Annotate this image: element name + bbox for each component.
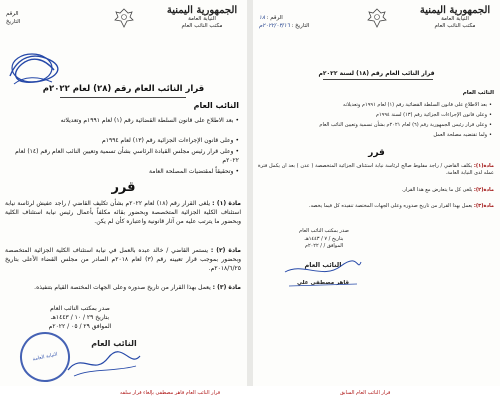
bullet-icon: • (235, 168, 239, 175)
bullet-icon: • (489, 132, 492, 138)
preamble-clause: •بعد الاطلاع على قانون السلطة القضائية رقم (١) لعام ١٩٩١م وتعديلاته (60, 117, 239, 124)
letterhead-right-doc (416, 5, 494, 30)
issue-block (20, 304, 140, 331)
caption-bar (0, 386, 500, 402)
signature-scribble-icon (283, 258, 363, 292)
date-gregorian: الموافق ٢٩ / ٠٥ / ٢٠٢٢م (48, 323, 112, 330)
title-underline (60, 97, 186, 98)
issued-at: صدر بمكتب النائب العام (299, 228, 349, 234)
decides-heading: قرر (111, 180, 136, 195)
ref-date-row: التاريخ : ٢٠٢٢/٠٣/١٦م (259, 23, 310, 29)
preamble-clause: •بعد الاطلاع على قانون السلطة القضائية رقم (١) لعام ١٩٩١م وتعديلاته (343, 102, 492, 108)
article-2: مادة (٢) : يستمر القاضي / خالد عبده بالعمل في نيابة استئناف الكلية الجزائية المتخصصة وبحضور بموجب قرار تعيينه رقم (٣) لعام ٢٠١٨م الصادر من مجلس القضاء الأعلى بتاريخ ٢٠١٨/٦/٢٥م. (5, 247, 242, 272)
ref-number-row: الرقم : ١٨ (259, 15, 283, 21)
bullet-icon: • (235, 117, 239, 124)
bullet-icon: • (235, 148, 239, 155)
issued-at: صدر بمكتب النائب العام (50, 305, 110, 312)
article-1: مادة(١): يكلف القاضي / راجد مفلوط صالح لرئاسة نيابة استئناف الجزائية المتخصصة ( عدن ) بعد ان يكمل فترة عمله لدى النيابة العامة. (258, 163, 494, 177)
ref-number-label: الرقم (6, 11, 19, 17)
article-3: مادة (٣) : يعمل بهذا القرار من تاريخ صدوره وعلى الجهات المختصة القيام بتنفيذه. (34, 284, 241, 291)
issue-block (279, 228, 369, 251)
office-line-2: مكتب النائب العام (181, 23, 223, 29)
caption-left: قرار النائب العام قاهر مصطفى بإلغاء قرار سلفه (120, 390, 221, 396)
bullet-icon: • (235, 137, 239, 144)
decision-title: قرار النائب العام رقم (١٨) لسنة ٢٠٢٢م (318, 70, 435, 77)
republic-heading: الجمهورية اليمنية (166, 5, 238, 16)
date-hijri: بتاريخ ٢٩ / ١٠ / ١٤٤٣هـ (50, 314, 110, 321)
addressee: النائب العام (462, 90, 494, 96)
preamble-clause: •وعلى قانون الإجراءات الجزائية رقم (١٣) لعام ١٩٩٤م (102, 137, 239, 144)
office-line-2: مكتب النائب العام (434, 23, 476, 29)
preamble-clause: •وعلى قرار رئيس مجلس القيادة الرئاسي بشأن تسمية وتعيين النائب العام رقم (١٤) لعام ٢٠٢٢م (15, 148, 239, 164)
official-stamp: النيابة العامة (15, 327, 74, 386)
article-1: مادة (١) : يلغى القرار رقم (١٨) لعام ٢٠٢٢م بشأن تكليف القاضي / راجد عفيش لرئاسة نيابة استئناف الكلية الجزائية المتخصصة وبحضور بقائه مكلفاً بأعمال رئيس نيابة استئناف الكلية وبحضور ما يترتب عليه من آثار قانونية واعتباره كأن لم يكن. (5, 200, 241, 225)
signatory-title: النائب العام (304, 261, 342, 269)
letterhead-left-doc (163, 5, 241, 30)
bullet-icon: • (489, 122, 492, 128)
bullet-icon: • (489, 102, 492, 108)
date-hijri: بتاريخ / ٧ / ١٤٤٣هـ (304, 235, 344, 242)
decision-title: قرار النائب العام رقم (٢٨) لعام ٢٠٢٢م (42, 84, 205, 94)
preamble-clause: •وعلى قانون الإجراءات الجزائية رقم (١٣) لسنة ١٩٩٤م (375, 112, 492, 118)
office-line-1: النيابة العامة (441, 16, 469, 22)
document-right (253, 0, 500, 386)
article-3: مادة(٣): يعمل بهذا القرار من تاريخ صدوره وعلى الجهات المختصة تنفيذه كل فيما يخصه. (308, 203, 494, 209)
office-line-1: النيابة العامة (188, 16, 216, 22)
signatory-name: قاهر مصطفى علي (296, 280, 349, 286)
signatory-title: النائب العام (91, 339, 137, 348)
bullet-icon: • (489, 112, 492, 118)
preamble-clause: •وعلى قرار رئيس الجمهورية رقم (٦) لعام ٢٠٢١م بشأن تسمية وتعيين النائب العام (319, 122, 492, 128)
reference-block (259, 14, 345, 30)
title-underline (323, 79, 433, 80)
document-left (0, 0, 247, 386)
republic-heading: الجمهورية اليمنية (419, 5, 491, 16)
preamble-clause: •ولما تقتضيه مصلحة العمل (433, 132, 492, 138)
caption-right: قرار النائب العام السابق (340, 390, 391, 396)
article-2: مادة(٢): يلغى كل ما يتعارض مع هذا القرار. (401, 187, 494, 193)
reference-block (6, 10, 78, 26)
eagle-emblem-icon (366, 6, 388, 30)
eagle-emblem-icon (113, 6, 135, 30)
ref-date-label: التاريخ (6, 19, 21, 25)
addressee: النائب العام (193, 101, 239, 110)
signature-scribble-icon (64, 348, 144, 380)
preamble-clause: •وتحقيقاً لمقتضيات المصلحة العامة (149, 168, 239, 175)
date-gregorian: الموافق / / ٢٠٢٢م (304, 243, 344, 249)
decides-heading: قرر (368, 148, 385, 158)
